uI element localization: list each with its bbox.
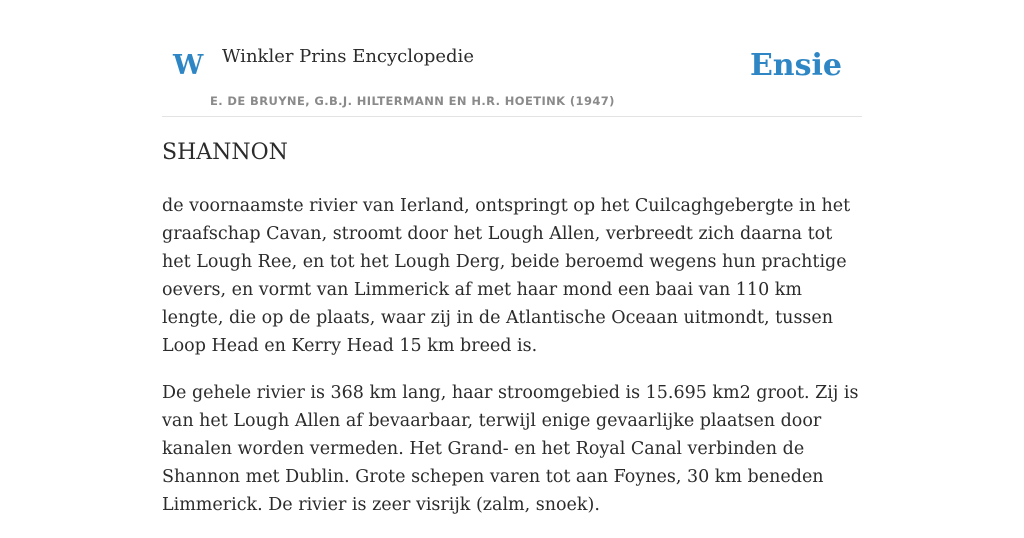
publication-title[interactable]: Winkler Prins Encyclopedie (222, 46, 474, 67)
article-body (162, 192, 862, 538)
paragraph-2: De gehele rivier is 368 km lang, haar stroomgebied is 15.695 km2 groot. Zij is van het Lough Allen af bevaarbaar, terwijl enige gevaarlijke plaatsen door kanalen worden vermeden. Het Grand- en het Royal Canal verbinden de Shannon met Dublin. Grote schepen varen tot aan Foynes, 30 km beneden Limmerick. De rivier is zeer visrijk (zalm, snoek). (162, 383, 859, 515)
ensie-logo[interactable]: Ensie (749, 48, 842, 83)
publication-logo-icon[interactable]: W (173, 50, 204, 81)
article-title: SHANNON (162, 140, 288, 165)
paragraph-1: de voornaamste rivier van Ierland, ontspringt op het Cuilcaghgebergte in het graafschap Cavan, stroomt door het Lough Allen, verbreedt zich daarna tot het Lough Ree, en tot het Lough Derg, beide beroemd wegens hun prachtige oevers, en vormt van Limmerick af met haar mond een baai van 110 km lengte, die op de plaats, waar zij in de Atlantische Oceaan uitmondt, tussen Loop Head en Kerry Head 15 km breed is. (162, 196, 851, 356)
header (162, 0, 862, 117)
publication-authors: E. DE BRUYNE, G.B.J. HILTERMANN EN H.R. HOETINK (1947) (210, 94, 615, 108)
